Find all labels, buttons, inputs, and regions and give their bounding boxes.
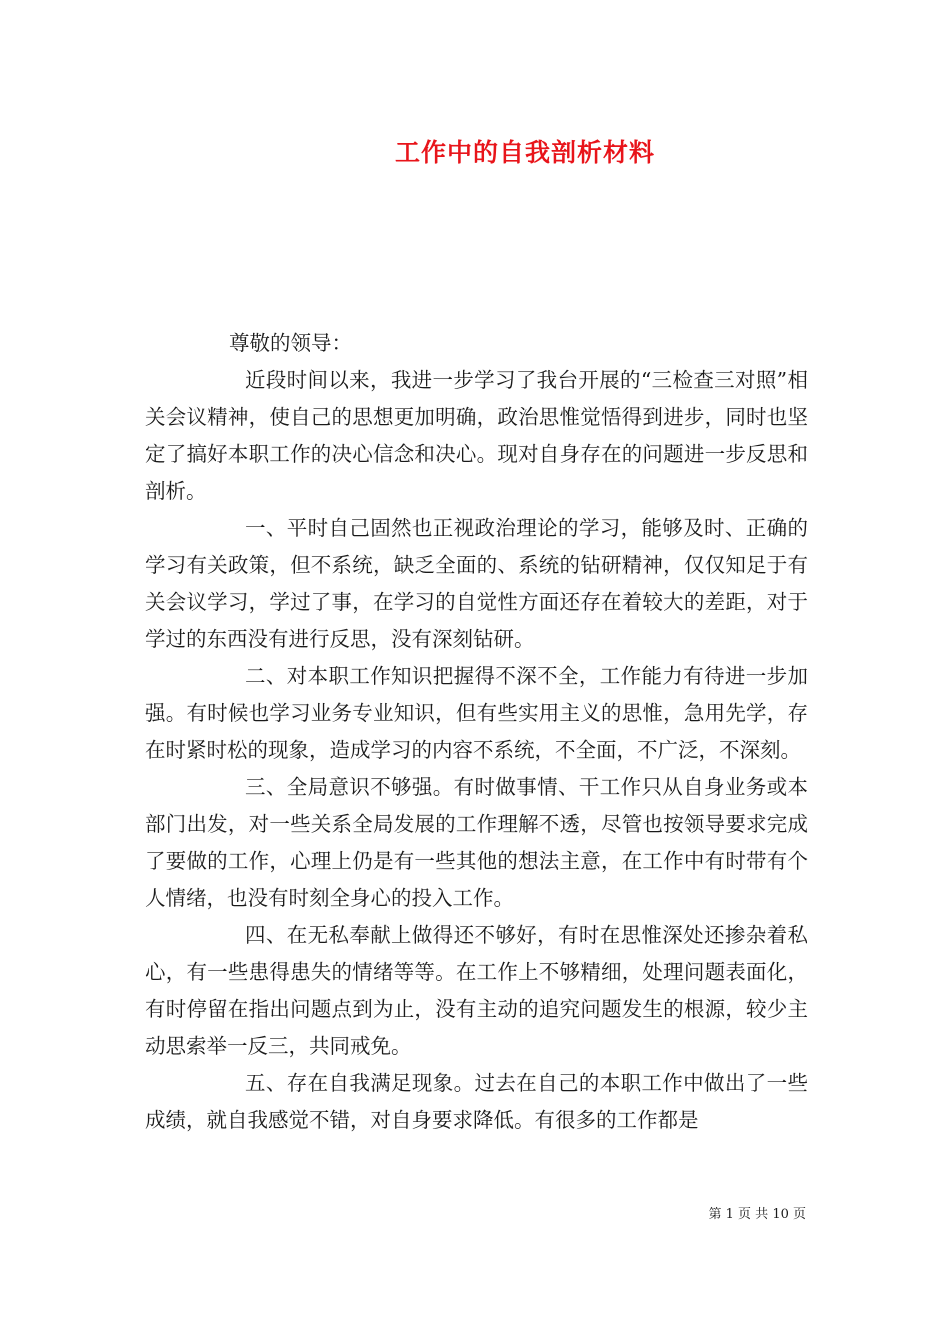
document-body <box>145 325 808 1139</box>
paragraph-point-4: 四、在无私奉献上做得还不够好，有时在思惟深处还掺杂着私心，有一些患得患失的情绪等等。在工作上不够精细，处理问题表面化，有时停留在指出问题点到为止，没有主动的追究问题发生的根源，较少主动思索举一反三，共同戒免。 <box>145 923 808 1058</box>
salutation: 尊敬的领导： <box>229 331 352 355</box>
paragraph-point-3: 三、全局意识不够强。有时做事情、干工作只从自身业务或本部门出发，对一些关系全局发展的工作理解不透，尽管也按领导要求完成了要做的工作，心理上仍是有一些其他的想法主意，在工作中有时带有个人情绪，也没有时刻全身心的投入工作。 <box>145 775 808 910</box>
document-title: 工作中的自我剖析材料 <box>394 138 655 167</box>
paragraph-point-1: 一、平时自己固然也正视政治理论的学习，能够及时、正确的学习有关政策，但不系统，缺乏全面的、系统的钻研精神，仅仅知足于有关会议学习，学过了事，在学习的自觉性方面还存在着较大的差距，对于学过的东西没有进行反思，没有深刻钻研。 <box>145 516 808 651</box>
paragraph-point-2: 二、对本职工作知识把握得不深不全，工作能力有待进一步加强。有时候也学习业务专业知识，但有些实用主义的思惟，急用先学，存在时紧时松的现象，造成学习的内容不系统，不全面，不广泛，不深刻。 <box>145 664 808 762</box>
paragraph-point-5: 五、存在自我满足现象。过去在自己的本职工作中做出了一些成绩，就自我感觉不错，对自身要求降低。有很多的工作都是 <box>145 1071 808 1132</box>
page-number: 第 1 页 共 10 页 <box>708 1207 806 1222</box>
paragraph-intro: 近段时间以来，我进一步学习了我台开展的“三检查三对照”相关会议精神，使自己的思想更加明确，政治思惟觉悟得到进步，同时也坚定了搞好本职工作的决心信念和决心。现对自身存在的问题进一步反思和剖析。 <box>145 368 808 503</box>
